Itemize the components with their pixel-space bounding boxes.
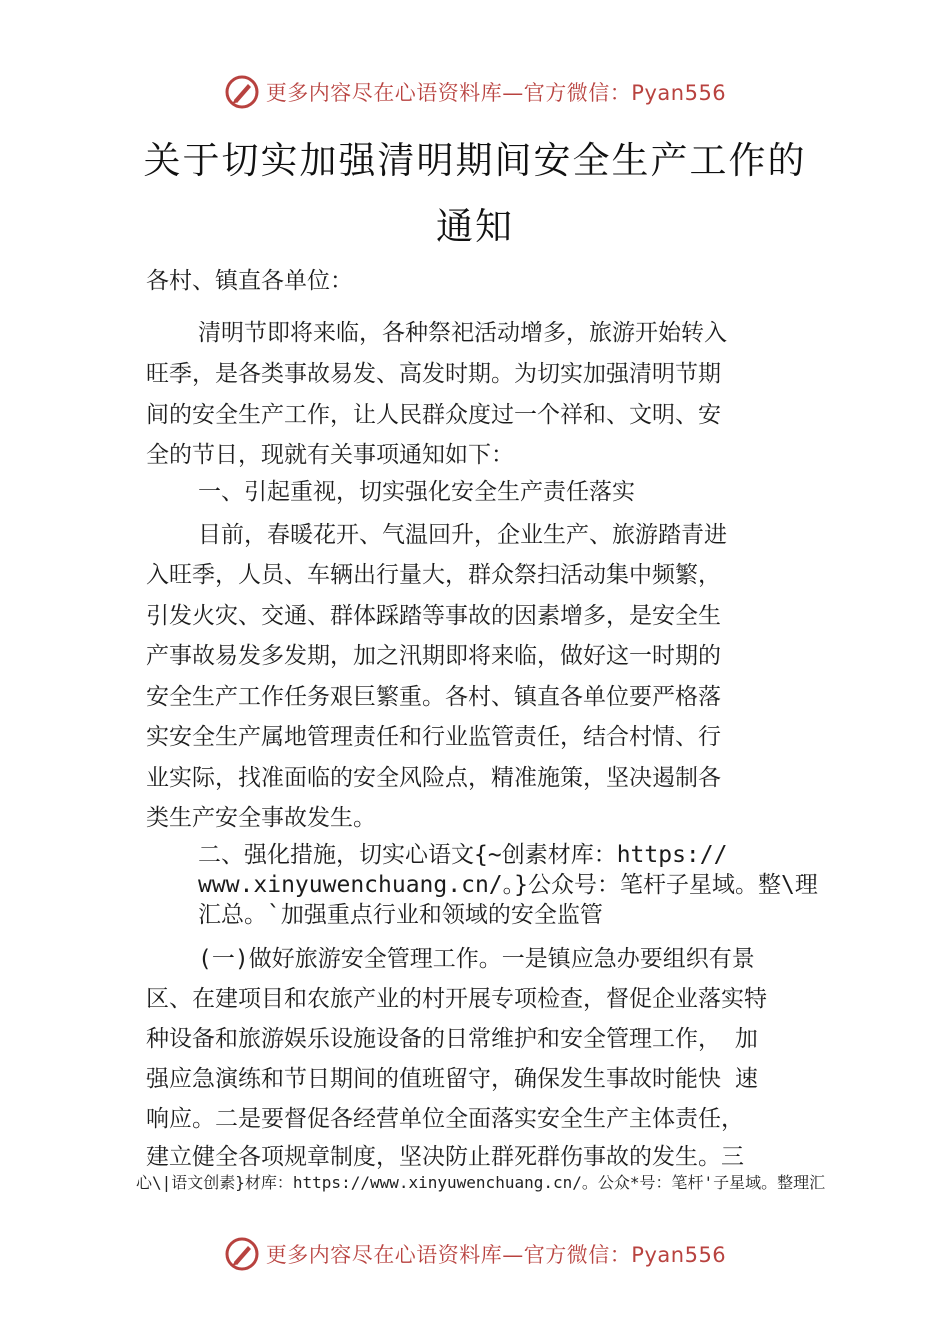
pen-logo-icon [224, 1236, 260, 1272]
paragraph-line: 清明节即将来临，各种祭祀活动增多，旅游开始转入 [198, 320, 727, 346]
paragraph-line: (一)做好旅游安全管理工作。一是镇应急办要组织有景 [198, 946, 755, 972]
paragraph-line: 强应急演练和节日期间的值班留守，确保发生事故时能快 速 [146, 1066, 758, 1092]
paragraph-line: 响应。二是要督促各经营单位全面落实安全生产主体责任， [146, 1106, 744, 1132]
paragraph-line: 业实际，找准面临的安全风险点，精准施策，坚决遏制各 [146, 765, 721, 791]
paragraph-line: 引发火灾、交通、群体踩踏等事故的因素增多，是安全生 [146, 603, 721, 629]
document-title-line-1: 关于切实加强清明期间安全生产工作的 [143, 139, 807, 182]
pen-logo-icon [224, 74, 260, 110]
paragraph-line: 安全生产工作任务艰巨繁重。各村、镇直各单位要严格落 [146, 684, 721, 710]
paragraph-line: 区、在建项目和农旅产业的村开展专项检查，督促企业落实特 [146, 986, 767, 1012]
salutation: 各村、镇直各单位： [146, 268, 353, 294]
section-heading-2: 二、强化措施，切实心语文{~创素材库：https:// [198, 842, 728, 868]
paragraph-line: 旺季，是各类事故易发、高发时期。为切实加强清明节期 [146, 361, 721, 387]
footer-note: 心\|语文创素}材库：https://www.xinyuwenchuang.cn/。公众*号：笔杆'子星域。整理汇 [136, 1173, 826, 1192]
section-heading-1: 一、引起重视，切实强化安全生产责任落实 [198, 479, 635, 505]
paragraph-line: 目前，春暖花开、气温回升，企业生产、旅游踏青进 [198, 522, 727, 548]
paragraph-line: 入旺季，人员、车辆出行量大，群众祭扫活动集中频繁， [146, 562, 721, 588]
paragraph-line: 种设备和旅游娱乐设施设备的日常维护和安全管理工作， 加 [146, 1026, 758, 1052]
paragraph-line: 全的节日，现就有关事项通知如下： [146, 442, 514, 468]
document-title-line-2: 通知 [436, 205, 514, 248]
paragraph-line: 类生产安全事故发生。 [146, 805, 376, 831]
paragraph-line: 产事故易发多发期，加之汛期即将来临，做好这一时期的 [146, 643, 721, 669]
paragraph-line: 间的安全生产工作，让人民群众度过一个祥和、文明、安 [146, 402, 721, 428]
section-heading-2: 汇总。`加强重点行业和领域的安全监管 [198, 902, 603, 928]
paragraph-line: 建立健全各项规章制度，坚决防止群死群伤事故的发生。三 [146, 1144, 744, 1170]
section-heading-2: www.xinyuwenchuang.cn/。}公众号：笔杆子星域。整\理 [198, 872, 818, 898]
header-banner [0, 70, 950, 114]
header-banner-text: 更多内容尽在心语资料库—官方微信：Pyan556 [265, 81, 727, 105]
footer-banner [0, 1232, 950, 1276]
footer-banner-text: 更多内容尽在心语资料库—官方微信：Pyan556 [265, 1243, 727, 1267]
paragraph-line: 实安全生产属地管理责任和行业监管责任，结合村情、行 [146, 724, 721, 750]
